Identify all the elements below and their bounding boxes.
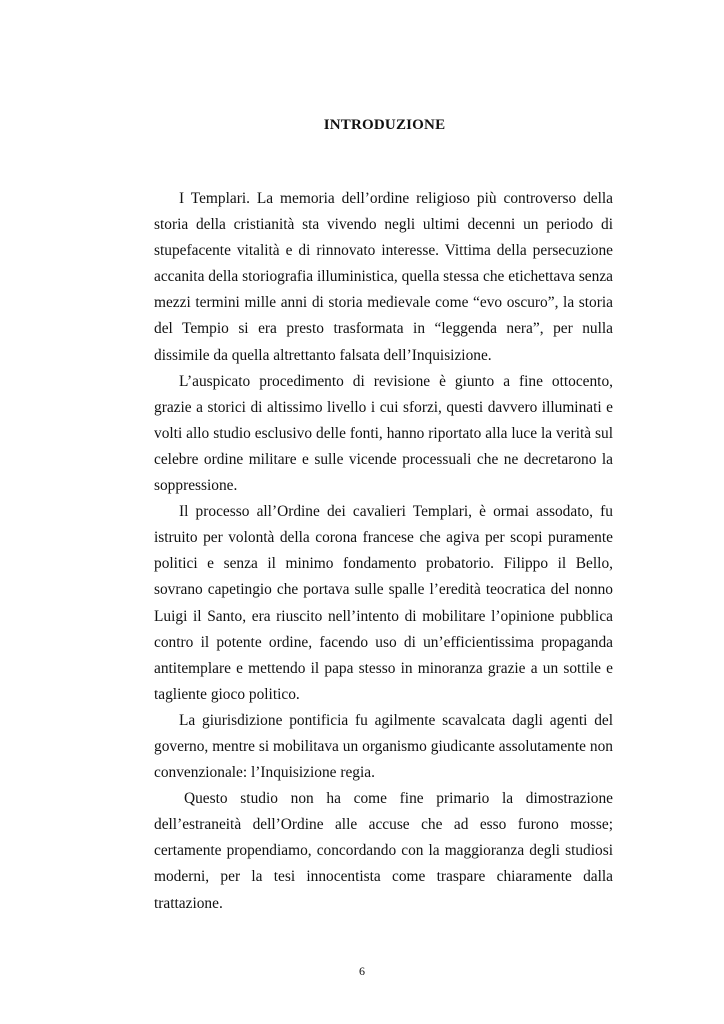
page-title: INTRODUZIONE [323, 117, 446, 133]
page-number: 6 [359, 964, 365, 978]
paragraph-2: L’auspicato procedimento di revisione è giunto a fine ottocento, grazie a storici di altissimo livello i cui sforzi, questi davvero illuminati e volti allo studio esclusivo delle fonti, hanno riportato alla luce la verità sul celebre ordine militare e sulle vicende processuali che ne decretarono la soppressione. [154, 372, 613, 495]
paragraph-1: I Templari. La memoria dell’ordine religioso più controverso della storia della cristianità sta vivendo negli ultimi decenni un periodo di stupefacente vitalità e di rinnovato interesse. Vittima della persecuzione accanita della storiografia illuministica, quella stessa che etichettava senza mezzi termini mille anni di storia medievale come “evo oscuro”, la storia del Tempio si era presto trasformata in “leggenda nera”, per nulla dissimile da quella altrettanto falsata dell’Inquisizione. [154, 190, 613, 364]
paragraph-4: La giurisdizione pontificia fu agilmente scavalcata dagli agenti del governo, mentre si mobilitava un organismo giudicante assolutamente non convenzionale: l’Inquisizione regia. [154, 711, 613, 782]
paragraph-5: Questo studio non ha come fine primario la dimostrazione dell’estraneità dell’Ordine alle accuse che ad esso furono mosse; certamente propendiamo, concordando con la maggioranza degli studiosi moderni, per la tesi innocentista come traspare chiaramente dalla trattazione. [154, 790, 613, 912]
paragraph-3: Il processo all’Ordine dei cavalieri Templari, è ormai assodato, fu istruito per volontà della corona francese che agiva per scopi puramente politici e senza il minimo fondamento probatorio. Filippo il Bello, sovrano capetingio che portava sulle spalle l’eredità teocratica del nonno Luigi il Santo, era riuscito nell’intento di mobilitare l’opinione pubblica contro il potente ordine, facendo uso di un’efficientissima propaganda antitemplare e mettendo il papa stesso in minoranza grazie a un sottile e tagliente gioco politico. [154, 503, 613, 703]
body-text [154, 186, 613, 917]
